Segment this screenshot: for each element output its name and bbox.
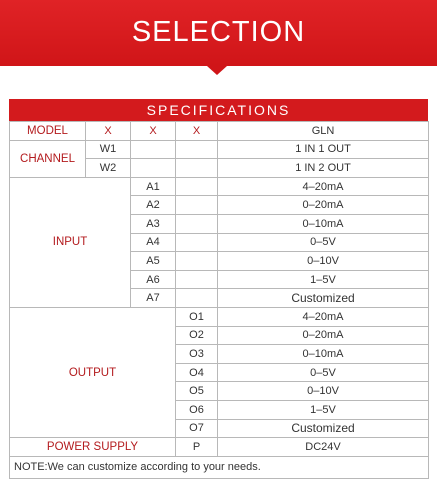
banner-pointer (207, 66, 227, 75)
table-row (10, 307, 429, 326)
input-value: 1–5V (218, 270, 429, 289)
table-row (10, 456, 429, 478)
channel-value: 1 IN 2 OUT (218, 159, 429, 178)
specifications-table (9, 121, 429, 479)
model-x-3: X (176, 122, 218, 141)
specifications-header: SPECIFICATIONS (9, 99, 428, 121)
power-supply-value: DC24V (218, 438, 429, 457)
model-x-2: X (131, 122, 176, 141)
output-code: O7 (176, 419, 218, 438)
table-row (10, 122, 429, 141)
channel-label: CHANNEL (10, 140, 86, 177)
output-value: 0–10V (218, 382, 429, 401)
input-code: A1 (131, 177, 176, 196)
note-text: NOTE:We can customize according to your needs. (10, 456, 429, 478)
input-value: 0–10mA (218, 214, 429, 233)
output-label: OUTPUT (10, 307, 176, 437)
empty-cell (176, 140, 218, 159)
empty-cell (131, 140, 176, 159)
output-code: O1 (176, 307, 218, 326)
input-value: 0–5V (218, 233, 429, 252)
input-code: A5 (131, 252, 176, 271)
empty-cell (176, 289, 218, 308)
channel-code: W1 (86, 140, 131, 159)
output-value: 0–5V (218, 363, 429, 382)
input-code: A7 (131, 289, 176, 308)
power-supply-code: P (176, 438, 218, 457)
model-x-1: X (86, 122, 131, 141)
empty-cell (176, 177, 218, 196)
channel-code: W2 (86, 159, 131, 178)
output-code: O6 (176, 400, 218, 419)
output-code: O5 (176, 382, 218, 401)
banner-title: SELECTION (131, 16, 306, 48)
output-value: 4–20mA (218, 307, 429, 326)
output-value: 1–5V (218, 400, 429, 419)
empty-cell (176, 196, 218, 215)
input-value: Customized (218, 289, 429, 308)
model-label: MODEL (10, 122, 86, 141)
empty-cell (176, 214, 218, 233)
output-value: 0–20mA (218, 326, 429, 345)
input-code: A4 (131, 233, 176, 252)
input-label: INPUT (10, 177, 131, 307)
input-value: 0–20mA (218, 196, 429, 215)
output-value: 0–10mA (218, 345, 429, 364)
input-value: 0–10V (218, 252, 429, 271)
output-code: O2 (176, 326, 218, 345)
table-row (10, 140, 429, 159)
output-value: Customized (218, 419, 429, 438)
empty-cell (176, 252, 218, 271)
channel-value: 1 IN 1 OUT (218, 140, 429, 159)
table-row (10, 438, 429, 457)
input-value: 4–20mA (218, 177, 429, 196)
empty-cell (176, 159, 218, 178)
table-row (10, 177, 429, 196)
output-code: O3 (176, 345, 218, 364)
empty-cell (176, 270, 218, 289)
empty-cell (176, 233, 218, 252)
input-code: A6 (131, 270, 176, 289)
output-code: O4 (176, 363, 218, 382)
model-value: GLN (218, 122, 429, 141)
input-code: A2 (131, 196, 176, 215)
power-supply-label: POWER SUPPLY (10, 438, 176, 457)
input-code: A3 (131, 214, 176, 233)
empty-cell (131, 159, 176, 178)
